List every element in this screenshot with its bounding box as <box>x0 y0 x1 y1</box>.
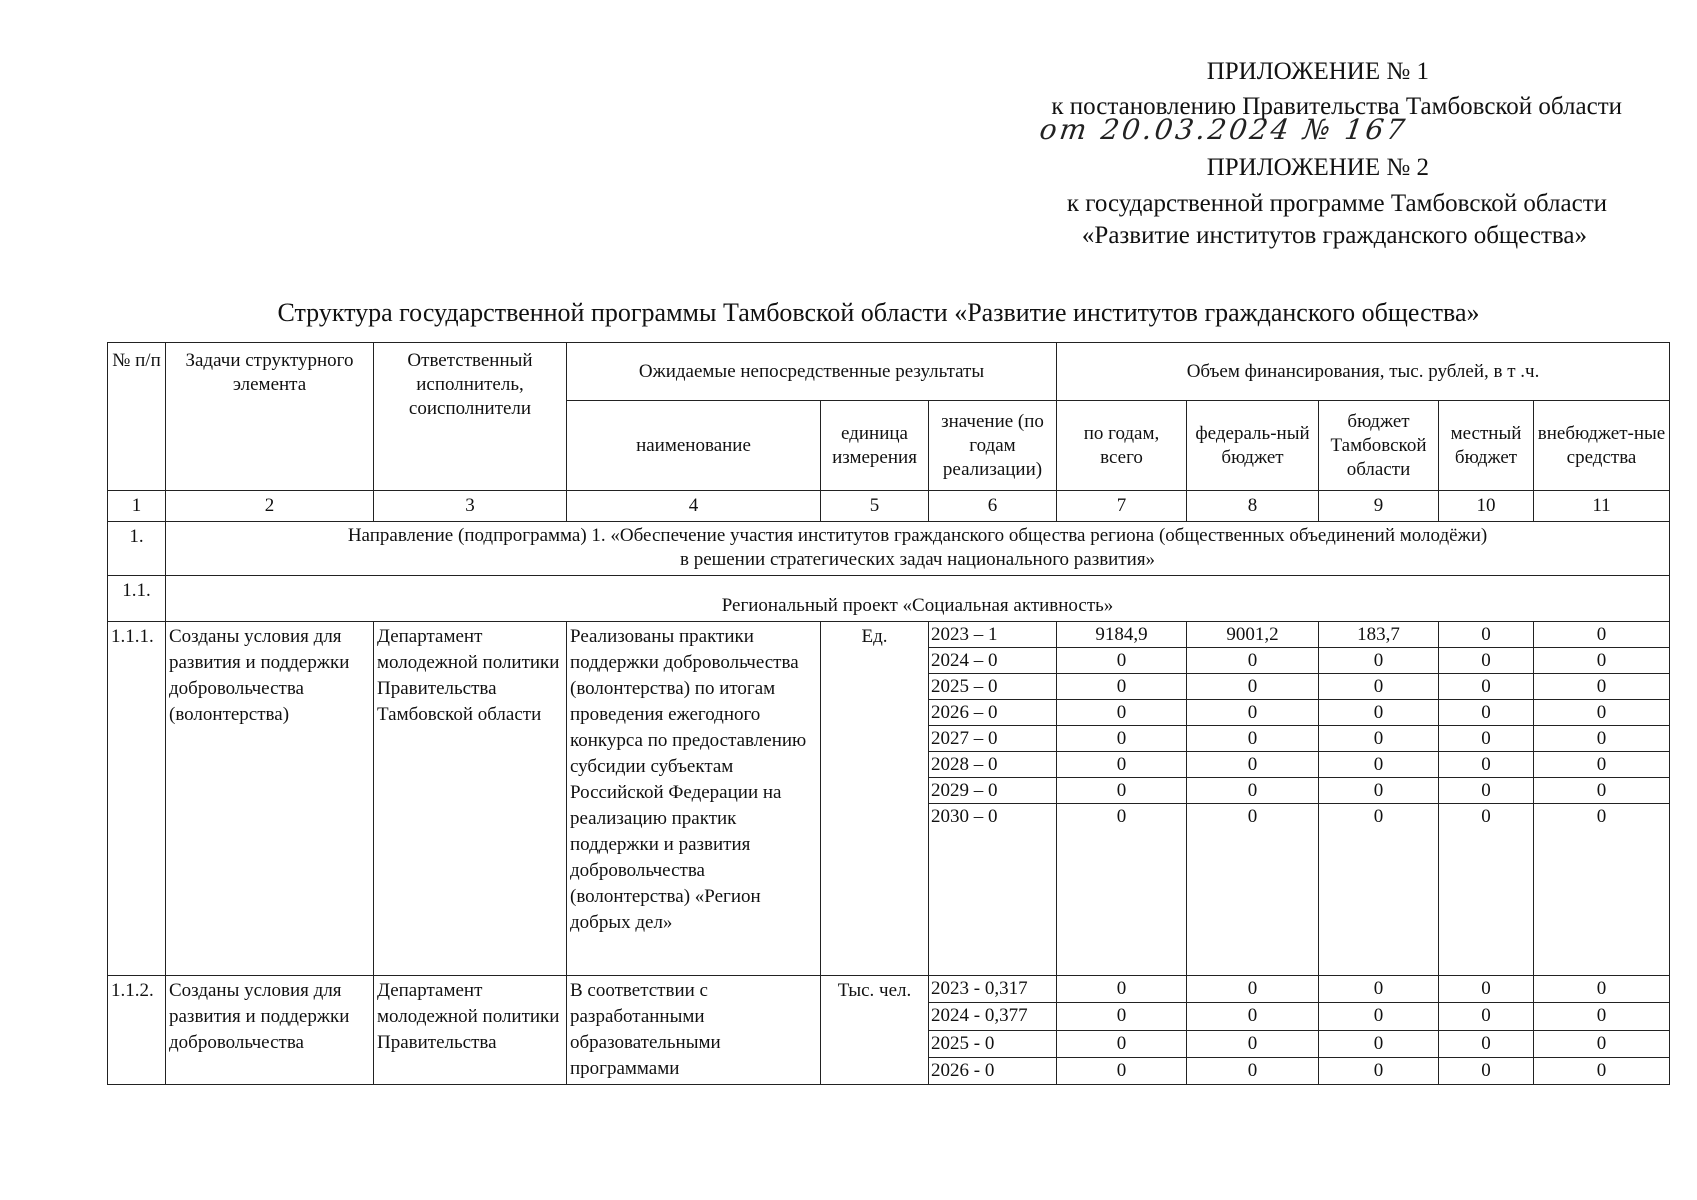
total-value: 0 <box>1057 648 1187 674</box>
extra-value: 0 <box>1534 1030 1670 1057</box>
row-number: 1.1.2. <box>108 976 166 1085</box>
regional-value: 0 <box>1319 976 1439 1003</box>
local-value: 0 <box>1439 700 1534 726</box>
section-title-line-2: в решении стратегических задач национального развития» <box>679 549 1156 570</box>
row-responsible: Департамент молодежной политики Правительства Тамбовской области <box>374 622 567 976</box>
total-value: 0 <box>1057 1003 1187 1030</box>
row-unit: Тыс. чел. <box>821 976 929 1085</box>
col-header-total: по годам, всего <box>1057 401 1187 491</box>
section-number: 1. <box>108 522 166 576</box>
col-number: 6 <box>929 491 1057 522</box>
col-header-name: наименование <box>567 401 821 491</box>
table-row <box>108 976 1670 1003</box>
column-number-row <box>108 491 1670 522</box>
appendix-1-subtitle: к постановлению Правительства Тамбовской области <box>1051 93 1622 120</box>
year-value: 2026 – 0 <box>929 700 1057 726</box>
table-row <box>108 622 1670 648</box>
regional-value: 0 <box>1319 1057 1439 1084</box>
regional-value: 0 <box>1319 752 1439 778</box>
col-header-federal: федераль-ный бюджет <box>1187 401 1319 491</box>
year-value: 2024 – 0 <box>929 648 1057 674</box>
col-header-regional: бюджет Тамбовской области <box>1319 401 1439 491</box>
col-number: 10 <box>1439 491 1534 522</box>
col-header-tasks: Задачи структурного элемента <box>166 343 374 491</box>
extra-value: 0 <box>1534 622 1670 648</box>
federal-value: 0 <box>1187 1030 1319 1057</box>
row-number: 1.1.1. <box>108 622 166 976</box>
col-header-expected-results: Ожидаемые непосредственные результаты <box>567 343 1057 401</box>
col-number: 9 <box>1319 491 1439 522</box>
col-header-local: местный бюджет <box>1439 401 1534 491</box>
year-value: 2024 - 0,377 <box>929 1003 1057 1030</box>
row-result: В соответствии с разработанными образовательными программами <box>567 976 821 1085</box>
local-value: 0 <box>1439 804 1534 976</box>
total-value: 0 <box>1057 674 1187 700</box>
extra-value: 0 <box>1534 976 1670 1003</box>
local-value: 0 <box>1439 1030 1534 1057</box>
extra-value: 0 <box>1534 700 1670 726</box>
year-value: 2023 - 0,317 <box>929 976 1057 1003</box>
regional-value: 0 <box>1319 1003 1439 1030</box>
extra-value: 0 <box>1534 778 1670 804</box>
col-header-responsible: Ответственный исполнитель, соисполнители <box>374 343 567 491</box>
row-responsible: Департамент молодежной политики Правительства <box>374 976 567 1085</box>
row-unit: Ед. <box>821 622 929 976</box>
federal-value: 0 <box>1187 976 1319 1003</box>
year-value: 2023 – 1 <box>929 622 1057 648</box>
total-value: 0 <box>1057 752 1187 778</box>
col-header-num: № п/п <box>108 343 166 491</box>
local-value: 0 <box>1439 976 1534 1003</box>
row-task: Созданы условия для развития и поддержки добровольчества (волонтерства) <box>166 622 374 976</box>
local-value: 0 <box>1439 1003 1534 1030</box>
col-number: 11 <box>1534 491 1670 522</box>
federal-value: 0 <box>1187 674 1319 700</box>
local-value: 0 <box>1439 778 1534 804</box>
federal-value: 0 <box>1187 648 1319 674</box>
section-title-line-1: Направление (подпрограмма) 1. «Обеспечение участия институтов гражданского общества региона (общественных объединений молодёжи) <box>347 525 1488 546</box>
regional-value: 0 <box>1319 1030 1439 1057</box>
regional-value: 183,7 <box>1319 622 1439 648</box>
subsection-number: 1.1. <box>108 576 166 622</box>
extra-value: 0 <box>1534 804 1670 976</box>
total-value: 0 <box>1057 1057 1187 1084</box>
extra-value: 0 <box>1534 1003 1670 1030</box>
total-value: 0 <box>1057 700 1187 726</box>
col-number: 8 <box>1187 491 1319 522</box>
col-header-funding: Объем финансирования, тыс. рублей, в т .ч. <box>1057 343 1670 401</box>
federal-value: 0 <box>1187 804 1319 976</box>
program-structure-table <box>107 342 1670 1085</box>
total-value: 9184,9 <box>1057 622 1187 648</box>
local-value: 0 <box>1439 622 1534 648</box>
total-value: 0 <box>1057 804 1187 976</box>
col-header-unit: единица измерения <box>821 401 929 491</box>
federal-value: 9001,2 <box>1187 622 1319 648</box>
appendix-2-subtitle: к государственной программе Тамбовской области <box>1066 190 1607 217</box>
local-value: 0 <box>1439 752 1534 778</box>
year-value: 2025 – 0 <box>929 674 1057 700</box>
regional-value: 0 <box>1319 648 1439 674</box>
total-value: 0 <box>1057 1030 1187 1057</box>
col-header-extra: внебюджет-ные средства <box>1534 401 1670 491</box>
section-row <box>108 522 1670 576</box>
section-title <box>166 522 1670 576</box>
subsection-title: Региональный проект «Социальная активность» <box>166 576 1670 622</box>
regional-value: 0 <box>1319 778 1439 804</box>
row-task: Созданы условия для развития и поддержки добровольчества <box>166 976 374 1085</box>
total-value: 0 <box>1057 778 1187 804</box>
handwritten-date-number: от 20.03.2024 № 167 <box>1037 113 1410 146</box>
extra-value: 0 <box>1534 752 1670 778</box>
appendix-1-title: ПРИЛОЖЕНИЕ № 1 <box>1206 58 1429 85</box>
federal-value: 0 <box>1187 778 1319 804</box>
extra-value: 0 <box>1534 674 1670 700</box>
extra-value: 0 <box>1534 726 1670 752</box>
regional-value: 0 <box>1319 700 1439 726</box>
col-header-value: значение (по годам реализации) <box>929 401 1057 491</box>
extra-value: 0 <box>1534 648 1670 674</box>
col-number: 4 <box>567 491 821 522</box>
col-number: 1 <box>108 491 166 522</box>
col-number: 7 <box>1057 491 1187 522</box>
local-value: 0 <box>1439 726 1534 752</box>
year-value: 2028 – 0 <box>929 752 1057 778</box>
year-value: 2029 – 0 <box>929 778 1057 804</box>
year-value: 2030 – 0 <box>929 804 1057 976</box>
federal-value: 0 <box>1187 1057 1319 1084</box>
federal-value: 0 <box>1187 700 1319 726</box>
appendix-2-title: ПРИЛОЖЕНИЕ № 2 <box>1206 154 1429 181</box>
extra-value: 0 <box>1534 1057 1670 1084</box>
year-value: 2027 – 0 <box>929 726 1057 752</box>
regional-value: 0 <box>1319 674 1439 700</box>
total-value: 0 <box>1057 976 1187 1003</box>
col-number: 3 <box>374 491 567 522</box>
local-value: 0 <box>1439 674 1534 700</box>
regional-value: 0 <box>1319 726 1439 752</box>
program-name: «Развитие институтов гражданского общества» <box>1081 222 1587 249</box>
document-title: Структура государственной программы Тамбовской области «Развитие институтов гражданского общества» <box>277 298 1480 327</box>
subsection-row <box>108 576 1670 622</box>
federal-value: 0 <box>1187 1003 1319 1030</box>
year-value: 2026 - 0 <box>929 1057 1057 1084</box>
regional-value: 0 <box>1319 804 1439 976</box>
year-value: 2025 - 0 <box>929 1030 1057 1057</box>
federal-value: 0 <box>1187 752 1319 778</box>
row-result: Реализованы практики поддержки добровольчества (волонтерства) по итогам проведения ежегодного конкурса по предоставлению субсидии субъектам Российской Федерации на реализацию практик поддержки и развития добровольчества (волонтерства) «Регион добрых дел» <box>567 622 821 976</box>
local-value: 0 <box>1439 1057 1534 1084</box>
col-number: 2 <box>166 491 374 522</box>
col-number: 5 <box>821 491 929 522</box>
total-value: 0 <box>1057 726 1187 752</box>
local-value: 0 <box>1439 648 1534 674</box>
federal-value: 0 <box>1187 726 1319 752</box>
